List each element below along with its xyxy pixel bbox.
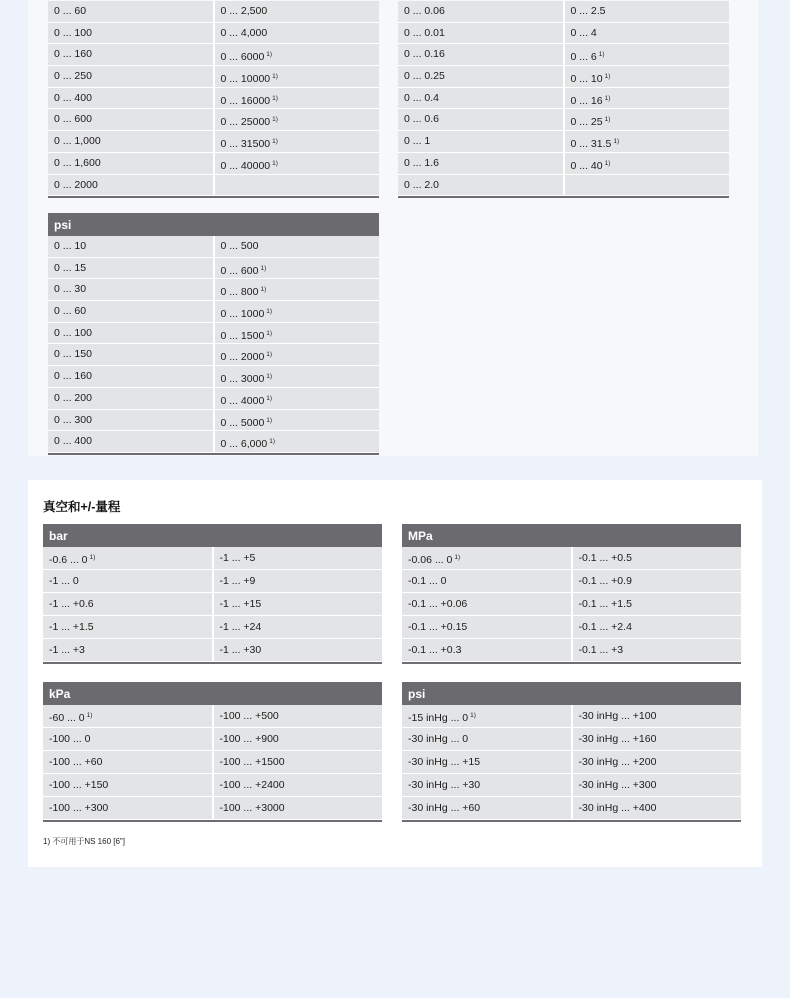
table-cell: 0 ... 60 [48, 301, 213, 322]
table-row [43, 570, 382, 593]
table-row [402, 639, 741, 662]
table-cell: 0 ... 10 $^{1)}$ [563, 66, 730, 87]
table-row [402, 751, 741, 774]
table-cell: -100 ... 0 [43, 728, 212, 750]
table-cell: -30 inHg ... +60 [402, 797, 571, 819]
table-cell: 0 ... 1.6 [398, 153, 563, 174]
table-cell: -15 inHg ... 0 $^{1)}$ [402, 705, 571, 727]
table-cell: 0 ... 31500 $^{1)}$ [213, 131, 380, 152]
table-cell: 0 ... 600 [48, 109, 213, 130]
footnote-marker: 1) [272, 159, 278, 167]
range-table-b [398, 1, 729, 198]
footnote-marker: 1) [470, 712, 476, 719]
table-cell: -30 inHg ... +100 [571, 705, 742, 727]
table-cell: 0 ... 15 [48, 258, 213, 279]
table-cell: 0 ... 4000 $^{1)}$ [213, 388, 380, 409]
footnote-marker: 1) [604, 116, 611, 124]
table-bottom-rule [398, 196, 729, 198]
table-row [48, 109, 379, 131]
table-cell: 0 ... 40 $^{1)}$ [563, 153, 730, 174]
footnote-marker: 1) [604, 94, 611, 102]
range-table-psi [48, 213, 379, 455]
table-header-kpa: kPa [43, 682, 382, 705]
table-cell: 0 ... 300 [48, 410, 213, 431]
footnote-marker: 1) [260, 286, 267, 294]
table-row [402, 774, 741, 797]
table-cell: -1 ... +9 [212, 570, 383, 592]
table-row [48, 344, 379, 366]
table-row [402, 570, 741, 593]
table-cell: 0 ... 1 [398, 131, 563, 152]
table-cell: -0.1 ... 0 [402, 570, 571, 592]
footnote-marker: 1) [272, 73, 278, 81]
table-cell: 0 ... 200 [48, 388, 213, 409]
table-cell: 0 ... 0.25 [398, 66, 563, 87]
table-row [48, 388, 379, 410]
table-cell: 0 ... 2.5 [563, 1, 730, 22]
table-cell: -1 ... +15 [212, 593, 383, 615]
table-row [398, 153, 729, 175]
table-cell: 0 ... 100 [48, 23, 213, 44]
footnote-marker: 1) [266, 416, 273, 424]
table-row [43, 751, 382, 774]
footnote-marker: 1) [266, 308, 273, 316]
table-cell: 0 ... 1,000 [48, 131, 213, 152]
table-header-bar: bar [43, 524, 382, 547]
footnote-marker: 1) [266, 373, 273, 381]
table-row [48, 410, 379, 432]
table-cell: 0 ... 160 [48, 366, 213, 387]
range-table-a [48, 1, 379, 198]
table-row [402, 547, 741, 570]
table-cell [213, 175, 380, 196]
footnote-marker: 1) [86, 712, 93, 719]
table-cell: -0.1 ... +0.9 [571, 570, 742, 592]
section-title: 真空和+/-量程 [43, 500, 121, 514]
table-cell: -30 inHg ... +200 [571, 751, 742, 773]
table-header-mpa: MPa [402, 524, 741, 547]
footnote-marker: 1) [454, 554, 461, 561]
footnote-marker: 1) [269, 438, 275, 446]
table-cell [563, 175, 730, 196]
table-row [43, 547, 382, 570]
table-cell: -0.1 ... +0.06 [402, 593, 571, 615]
table-row [48, 236, 379, 258]
table-cell: 0 ... 0.01 [398, 23, 563, 44]
table-row [43, 616, 382, 639]
table-cell: 0 ... 2.0 [398, 175, 563, 196]
table-cell: -0.06 ... 0 $^{1)}$ [402, 547, 571, 569]
table-row [402, 728, 741, 751]
table-row [48, 131, 379, 153]
table-cell: 0 ... 400 [48, 88, 213, 109]
footnote-marker: 1) [266, 51, 273, 59]
table-row [48, 175, 379, 197]
table-cell: -30 inHg ... +30 [402, 774, 571, 796]
footnote-marker: 1) [266, 329, 273, 337]
table-cell: 0 ... 16000 $^{1)}$ [213, 88, 380, 109]
table-cell: 0 ... 3000 $^{1)}$ [213, 366, 380, 387]
table-row [402, 705, 741, 728]
vacuum-table-mpa [402, 524, 741, 664]
table-row [398, 1, 729, 23]
table-bottom-rule [48, 453, 379, 455]
table-row [43, 705, 382, 728]
table-row [398, 66, 729, 88]
table-row [48, 88, 379, 110]
table-cell: 0 ... 250 [48, 66, 213, 87]
table-cell: 0 ... 5000 $^{1)}$ [213, 410, 380, 431]
table-cell: 0 ... 4,000 [213, 23, 380, 44]
table-row [402, 797, 741, 820]
table-row [402, 616, 741, 639]
table-cell: -1 ... 0 [43, 570, 212, 592]
table-row [48, 323, 379, 345]
table-bottom-rule [43, 662, 382, 664]
footnote-marker: 1) [272, 138, 278, 146]
table-cell: -0.1 ... +0.5 [571, 547, 742, 569]
table-row [398, 109, 729, 131]
table-cell: 0 ... 150 [48, 344, 213, 365]
table-cell: 0 ... 25000 $^{1)}$ [213, 109, 380, 130]
table-cell: -1 ... +24 [212, 616, 383, 638]
table-row [398, 175, 729, 197]
footnote-marker: 1) [604, 159, 611, 167]
table-cell: 0 ... 0.6 [398, 109, 563, 130]
table-row [48, 1, 379, 23]
table-cell: 0 ... 1,600 [48, 153, 213, 174]
table-bottom-rule [48, 196, 379, 198]
table-cell: 0 ... 4 [563, 23, 730, 44]
table-cell: 0 ... 10 [48, 236, 213, 257]
table-cell: -100 ... +900 [212, 728, 383, 750]
table-cell: -100 ... +2400 [212, 774, 383, 796]
table-cell: -60 ... 0 $^{1)}$ [43, 705, 212, 727]
table-row [43, 797, 382, 820]
table-row [48, 258, 379, 280]
table-cell: 0 ... 31.5 $^{1)}$ [563, 131, 730, 152]
table-cell: -30 inHg ... +15 [402, 751, 571, 773]
table-row [48, 301, 379, 323]
table-header-psi-vacuum: psi [402, 682, 741, 705]
table-bottom-rule [43, 820, 382, 822]
footnote-marker: 1) [598, 51, 605, 59]
table-cell: 0 ... 10000 $^{1)}$ [213, 66, 380, 87]
table-cell: 0 ... 40000 $^{1)}$ [213, 153, 380, 174]
table-cell: 0 ... 25 $^{1)}$ [563, 109, 730, 130]
table-cell: 0 ... 600 $^{1)}$ [213, 258, 380, 279]
table-row [402, 593, 741, 616]
table-cell: -30 inHg ... 0 [402, 728, 571, 750]
footnote-marker: 1) [604, 73, 611, 81]
table-cell: -30 inHg ... +400 [571, 797, 742, 819]
footnote-marker: 1) [266, 394, 273, 402]
table-cell: -100 ... +500 [212, 705, 383, 727]
table-header-psi: psi [48, 213, 379, 236]
table-row [48, 366, 379, 388]
table-cell: 0 ... 160 [48, 44, 213, 65]
table-cell: -100 ... +300 [43, 797, 212, 819]
table-cell: 0 ... 2,500 [213, 1, 380, 22]
table-cell: 0 ... 0.4 [398, 88, 563, 109]
table-cell: -0.1 ... +1.5 [571, 593, 742, 615]
table-cell: -0.1 ... +3 [571, 639, 742, 661]
table-cell: -0.6 ... 0 $^{1)}$ [43, 547, 212, 569]
table-cell: -0.1 ... +0.15 [402, 616, 571, 638]
footnote: 1) 不可用于NS 160 [6"] [43, 837, 125, 846]
vacuum-table-bar [43, 524, 382, 664]
table-cell: 0 ... 1000 $^{1)}$ [213, 301, 380, 322]
footnote-marker: 1) [89, 554, 96, 561]
table-row [43, 639, 382, 662]
footnote-marker: 1) [260, 264, 267, 272]
table-row [48, 431, 379, 453]
table-bottom-rule [402, 662, 741, 664]
table-row [398, 131, 729, 153]
table-cell: -100 ... +1500 [212, 751, 383, 773]
table-cell: -100 ... +150 [43, 774, 212, 796]
table-row [48, 153, 379, 175]
table-bottom-rule [402, 820, 741, 822]
table-cell: 0 ... 800 $^{1)}$ [213, 279, 380, 300]
table-cell: -1 ... +5 [212, 547, 383, 569]
table-cell: -1 ... +30 [212, 639, 383, 661]
vacuum-table-psi [402, 682, 741, 822]
table-row [398, 44, 729, 66]
table-row [48, 66, 379, 88]
table-cell: -0.1 ... +0.3 [402, 639, 571, 661]
table-cell: 0 ... 100 [48, 323, 213, 344]
table-cell: 0 ... 60 [48, 1, 213, 22]
table-cell: -30 inHg ... +160 [571, 728, 742, 750]
table-row [48, 23, 379, 45]
table-cell: -100 ... +3000 [212, 797, 383, 819]
table-row [43, 593, 382, 616]
footnote-marker: 1) [272, 94, 278, 102]
table-cell: -100 ... +60 [43, 751, 212, 773]
table-cell: -0.1 ... +2.4 [571, 616, 742, 638]
table-row [398, 23, 729, 45]
footnote-marker: 1) [613, 138, 620, 146]
table-cell: -1 ... +0.6 [43, 593, 212, 615]
table-cell: 0 ... 16 $^{1)}$ [563, 88, 730, 109]
table-cell: 0 ... 30 [48, 279, 213, 300]
table-cell: 0 ... 500 [213, 236, 380, 257]
table-row [48, 44, 379, 66]
table-row [48, 279, 379, 301]
footnote-marker: 1) [266, 351, 273, 359]
table-cell: 0 ... 2000 $^{1)}$ [213, 344, 380, 365]
table-cell: 0 ... 0.06 [398, 1, 563, 22]
table-cell: -1 ... +1.5 [43, 616, 212, 638]
table-cell: -30 inHg ... +300 [571, 774, 742, 796]
table-cell: 0 ... 0.16 [398, 44, 563, 65]
table-cell: 0 ... 6000 $^{1)}$ [213, 44, 380, 65]
table-cell: 0 ... 1500 $^{1)}$ [213, 323, 380, 344]
table-row [398, 88, 729, 110]
vacuum-table-kpa [43, 682, 382, 822]
table-cell: -1 ... +3 [43, 639, 212, 661]
table-cell: 0 ... 6 $^{1)}$ [563, 44, 730, 65]
table-cell: 0 ... 6,000 $^{1)}$ [213, 431, 380, 452]
table-cell: 0 ... 400 [48, 431, 213, 452]
table-row [43, 728, 382, 751]
footnote-marker: 1) [272, 116, 278, 124]
table-cell: 0 ... 2000 [48, 175, 213, 196]
table-row [43, 774, 382, 797]
